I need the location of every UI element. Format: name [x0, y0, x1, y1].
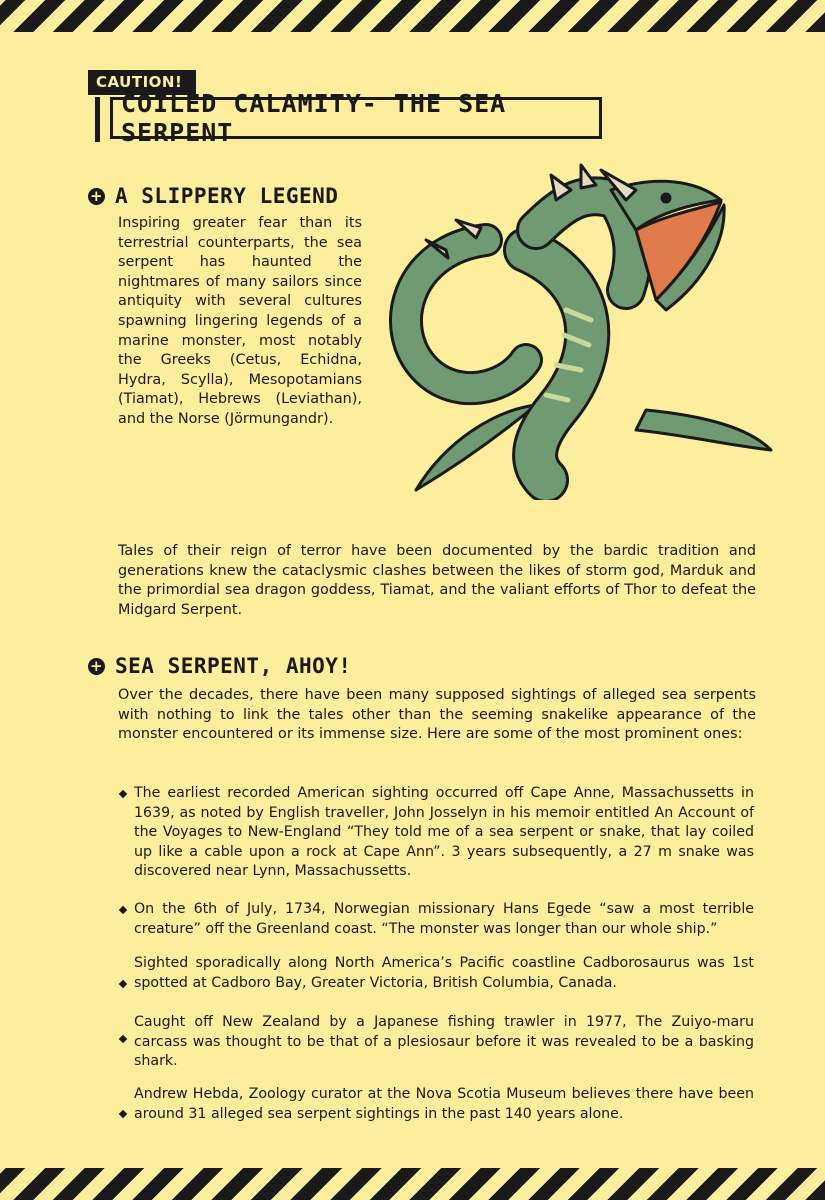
bullet-diamond-icon — [119, 790, 127, 798]
title-box — [110, 89, 602, 147]
bullet-diamond-icon — [119, 980, 127, 988]
list-item: The earliest recorded American sighting occurred off Cape Anne, Massachussetts in 1639, as noted by English traveller, John Josselyn in his memoir entitled An Account of the Voyages to New-England “They told me of a sea serpent or snake, that lay coiled up like a cable upon a rock at Cape Ann”. 3 years subsequently, a 27 m snake was discovered near Lynn, Massachussetts. — [134, 785, 754, 880]
list-item: Sighted sporadically along North America’s Pacific coastline Cadborosaurus was 1st spotted at Cadboro Bay, Greater Victoria, British Columbia, Canada. — [134, 955, 754, 991]
hazard-stripe-top — [0, 0, 825, 32]
plus-circle-icon: + — [89, 656, 104, 675]
bullet-diamond-icon — [119, 1035, 127, 1043]
list-item: Andrew Hebda, Zoology curator at the Nova Scotia Museum believes there have been around 31 alleged sea serpent sightings in the past 140 years alone. — [134, 1086, 754, 1122]
section-heading-slippery-legend — [88, 184, 338, 208]
title-accent-bar — [95, 97, 100, 142]
paragraph-legend-intro: Inspiring greater fear than its terrestrial counterparts, the sea serpent has haunted the nightmares of many sailors since antiquity with several cultures spawning lingering legends of a marine monster, most notably the Greeks (Cetus, Echidna, Hydra, Scylla), Mesopotamians (Tiamat), Hebrews (Leviathan), and the Norse (Jörmungandr). — [118, 215, 362, 427]
section-heading-text: A SLIPPERY LEGEND — [115, 184, 339, 208]
caution-label: CAUTION! — [88, 70, 196, 95]
bullet-diamond-icon — [119, 1110, 127, 1118]
plus-circle-icon: + — [89, 186, 104, 205]
section-heading-sea-serpent-ahoy — [88, 654, 352, 678]
sea-serpent-illustration — [386, 160, 784, 500]
paragraph-sightings-intro: Over the decades, there have been many supposed sightings of alleged sea serpents with nothing to link the tales other than the seeming snakelike appearance of the monster encountered or its immense size. Here are some of the most prominent ones: — [118, 687, 756, 743]
hazard-stripe-bottom — [0, 1168, 825, 1200]
bullet-diamond-icon — [119, 906, 127, 914]
paragraph-legend-tales: Tales of their reign of terror have been documented by the bardic tradition and generations knew the cataclysmic clashes between the likes of storm god, Marduk and the primordial sea dragon goddess, Tiamat, and the valiant efforts of Thor to defeat the Midgard Serpent. — [118, 543, 756, 618]
section-heading-text: SEA SERPENT, AHOY! — [115, 654, 352, 678]
list-item: On the 6th of July, 1734, Norwegian missionary Hans Egede “saw a most terrible creature” off the Greenland coast. “The monster was longer than our whole ship.” — [134, 901, 754, 937]
page-title: COILED CALAMITY- THE SEA SERPENT — [121, 89, 507, 147]
list-item: Caught off New Zealand by a Japanese fishing trawler in 1977, The Zuiyo-maru carcass was thought to be that of a plesiosaur before it was revealed to be a basking shark. — [134, 1014, 754, 1070]
